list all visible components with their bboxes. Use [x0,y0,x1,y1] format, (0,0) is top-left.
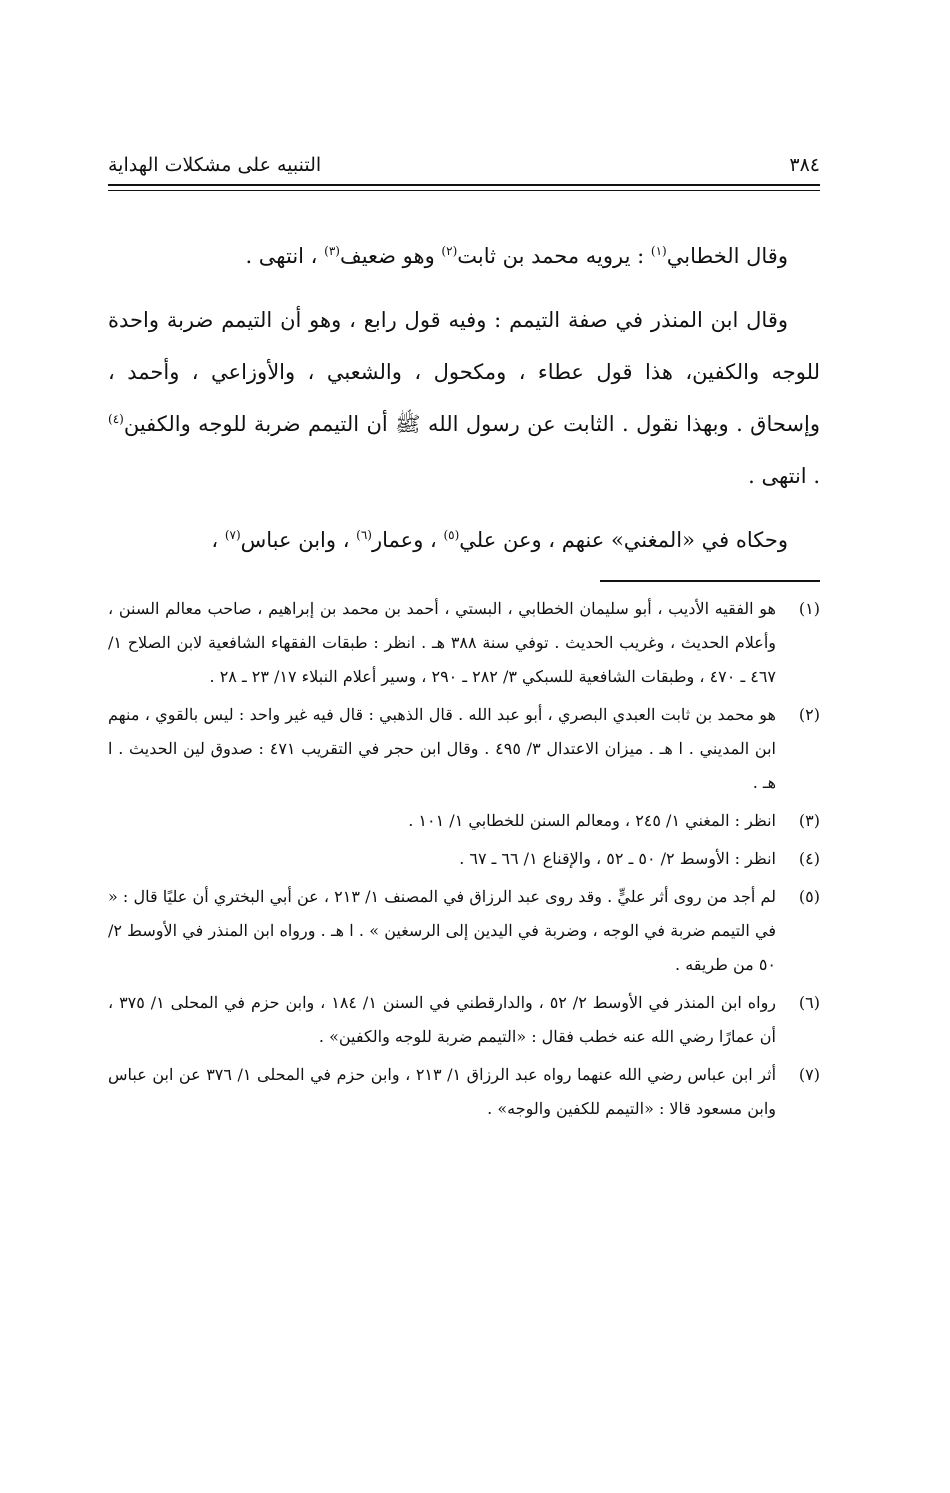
footnote-separator [600,580,820,582]
text-span: وهو ضعيف [339,244,442,268]
footnote-text: هو الفقيه الأديب ، أبو سليمان الخطابي ، البستي ، أحمد بن محمد بن إبراهيم ، صاحب معالم السنن ، وأعلام الحديث ، وغريب الحديث . توفي سنة ٣٨٨ هـ . انظر : طبقات الفقهاء الشافعية لابن الصلاح ١/ ٤٦٧ ـ ٤٧٠ ، وطبقات الشافعية للسبكي ٣/ ٢٨٢ ـ ٢٩٠ ، وسير أعلام النبلاء ١٧/ ٢٣ ـ ٢٨ . [108,599,776,686]
header-rule-thin [108,190,820,191]
footnote-5 [108,880,820,982]
main-text [108,230,820,566]
page [108,0,820,1493]
footnote-number: (٣) [798,811,820,830]
footnotes [108,592,820,1130]
footnote-number: (٢) [798,705,820,724]
footnote-ref-3: (٣) [324,244,340,258]
footnote-ref-7: (٧) [224,528,241,542]
footnote-3 [108,804,820,838]
text-span: وقال الخطابي [666,244,788,268]
text-span: وحكاه في «المغني» عنهم ، وعن علي [459,528,788,552]
text-span: ، انتهى . [245,244,325,268]
header-rule-thick [108,184,820,186]
footnote-number: (٥) [798,887,820,906]
paragraph-2 [108,294,820,502]
text-span: ، [211,528,225,552]
text-span: وقال ابن المنذر في صفة التيمم : وفيه قول رابع ، وهو أن التيمم ضربة واحدة للوجه والكفين، هذا قول عطاء ، ومكحول ، والشعبي ، والأوزاعي ، وأحمد ، وإسحاق . وبهذا نقول . الثابت عن رسول الله ﷺ أن التيمم ضربة للوجه والكفين [108,308,820,436]
footnote-ref-1: (١) [650,244,667,258]
footnote-2 [108,698,820,800]
running-title: التنبيه على مشكلات الهداية [108,154,322,176]
footnote-number: (٤) [798,849,820,868]
paragraph-1 [108,230,820,282]
footnote-number: (٧) [798,1065,820,1084]
footnote-text: هو محمد بن ثابت العبدي البصري ، أبو عبد الله . قال الذهبي : قال فيه غير واحد : ليس بالقوي ، منهم ابن المديني . ا هـ . ميزان الاعتدال ٣/ ٤٩٥ . وقال ابن حجر في التقريب ٤٧١ : صدوق لين الحديث . ا هـ . [108,705,777,792]
footnote-text: انظر : المغني ١/ ٢٤٥ ، ومعالم السنن للخطابي ١/ ١٠١ . [408,811,776,830]
footnote-text: لم أجد من روى أثر عليٍّ . وقد روى عبد الرزاق في المصنف ١/ ٢١٣ ، عن أبي البختري أن عليًا قال : « في التيمم ضربة في الوجه ، وضربة في اليدين إلى الرسغين » . ا هـ . ورواه ابن المنذر في الأوسط ٢/ ٥٠ من طريقه . [108,887,777,974]
footnote-number: (٦) [798,993,820,1012]
text-span: ، وعمار [371,528,444,552]
footnote-ref-2: (٢) [441,244,458,258]
footnote-text: انظر : الأوسط ٢/ ٥٠ ـ ٥٢ ، والإقناع ١/ ٦٦ ـ ٦٧ . [459,849,776,868]
footnote-4 [108,842,820,876]
text-span: : يرويه محمد بن ثابت [457,244,651,268]
footnote-text: أثر ابن عباس رضي الله عنهما رواه عبد الرزاق ١/ ٢١٣ ، وابن حزم في المحلى ١/ ٣٧٦ عن ابن عباس وابن مسعود قالا : «التيمم للكفين والوجه» . [108,1065,777,1118]
footnote-ref-4: (٤) [108,412,124,426]
paragraph-3 [108,514,820,566]
footnote-7 [108,1058,820,1126]
footnote-6 [108,986,820,1054]
page-header [108,145,820,185]
text-span: . انتهى . [748,464,820,488]
text-span: ، وابن عباس [240,528,357,552]
footnote-ref-5: (٥) [443,528,460,542]
page-number: ٣٨٤ [789,154,820,176]
footnote-ref-6: (٦) [356,528,372,542]
footnote-text: رواه ابن المنذر في الأوسط ٢/ ٥٢ ، والدارقطني في السنن ١/ ١٨٤ ، وابن حزم في المحلى ١/ ٣٧٥ ، أن عمارًا رضي الله عنه خطب فقال : «التيمم ضربة للوجه والكفين» . [108,993,777,1046]
footnote-number: (١) [798,599,820,618]
footnote-1 [108,592,820,694]
